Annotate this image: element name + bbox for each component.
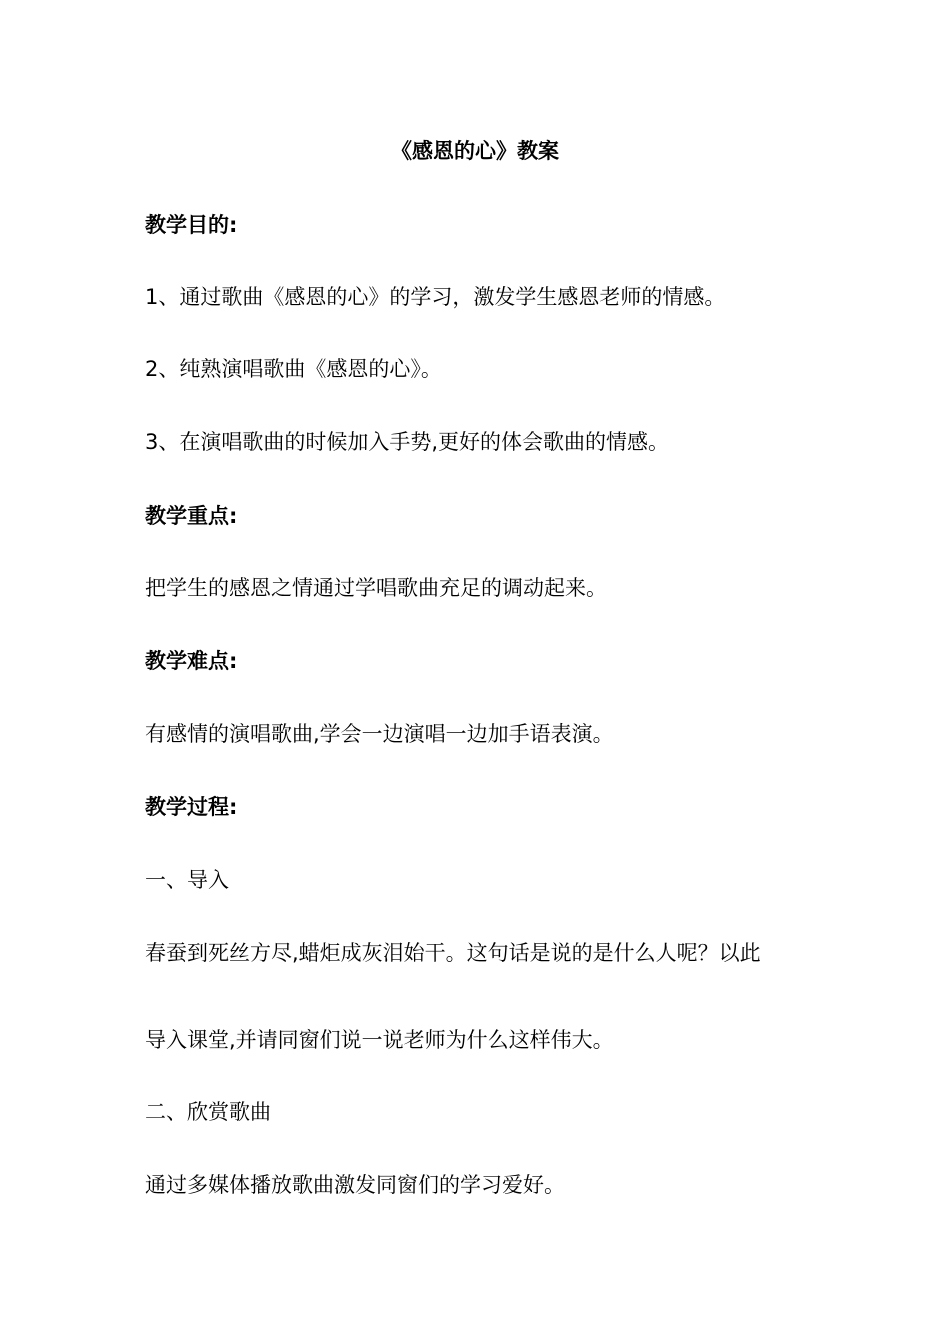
section-2-title: 二、欣赏歌曲 [145, 1100, 271, 1124]
section-1-title: 一、导入 [145, 868, 229, 892]
objective-item-2: 2、纯熟演唱歌曲《感恩的心》。 [145, 357, 442, 381]
section-2-paragraph-line-1: 通过多媒体播放歌曲激发同窗们的学习爱好。 [145, 1173, 565, 1197]
difficulties-text: 有感情的演唱歌曲,学会一边演唱一边加手语表演。 [145, 722, 614, 746]
key-points-text: 把学生的感恩之情通过学唱歌曲充足的调动起来。 [145, 576, 607, 600]
objective-item-3: 3、在演唱歌曲的时候加入手势,更好的体会歌曲的情感。 [145, 430, 670, 454]
process-heading: 教学过程: [145, 795, 238, 819]
objective-item-1: 1、通过歌曲《感恩的心》的学习，激发学生感恩老师的情感。 [145, 285, 726, 309]
difficulties-heading: 教学难点: [145, 649, 238, 673]
section-1-paragraph-line-2: 导入课堂,并请同窗们说一说老师为什么这样伟大。 [145, 1028, 614, 1052]
objectives-heading: 教学目的: [145, 213, 238, 237]
section-1-paragraph-line-1: 春蚕到死丝方尽,蜡炬成灰泪始干。这句话是说的是什么人呢？以此 [145, 941, 761, 965]
document-title: 《感恩的心》教案 [391, 139, 559, 163]
key-points-heading: 教学重点: [145, 504, 238, 528]
